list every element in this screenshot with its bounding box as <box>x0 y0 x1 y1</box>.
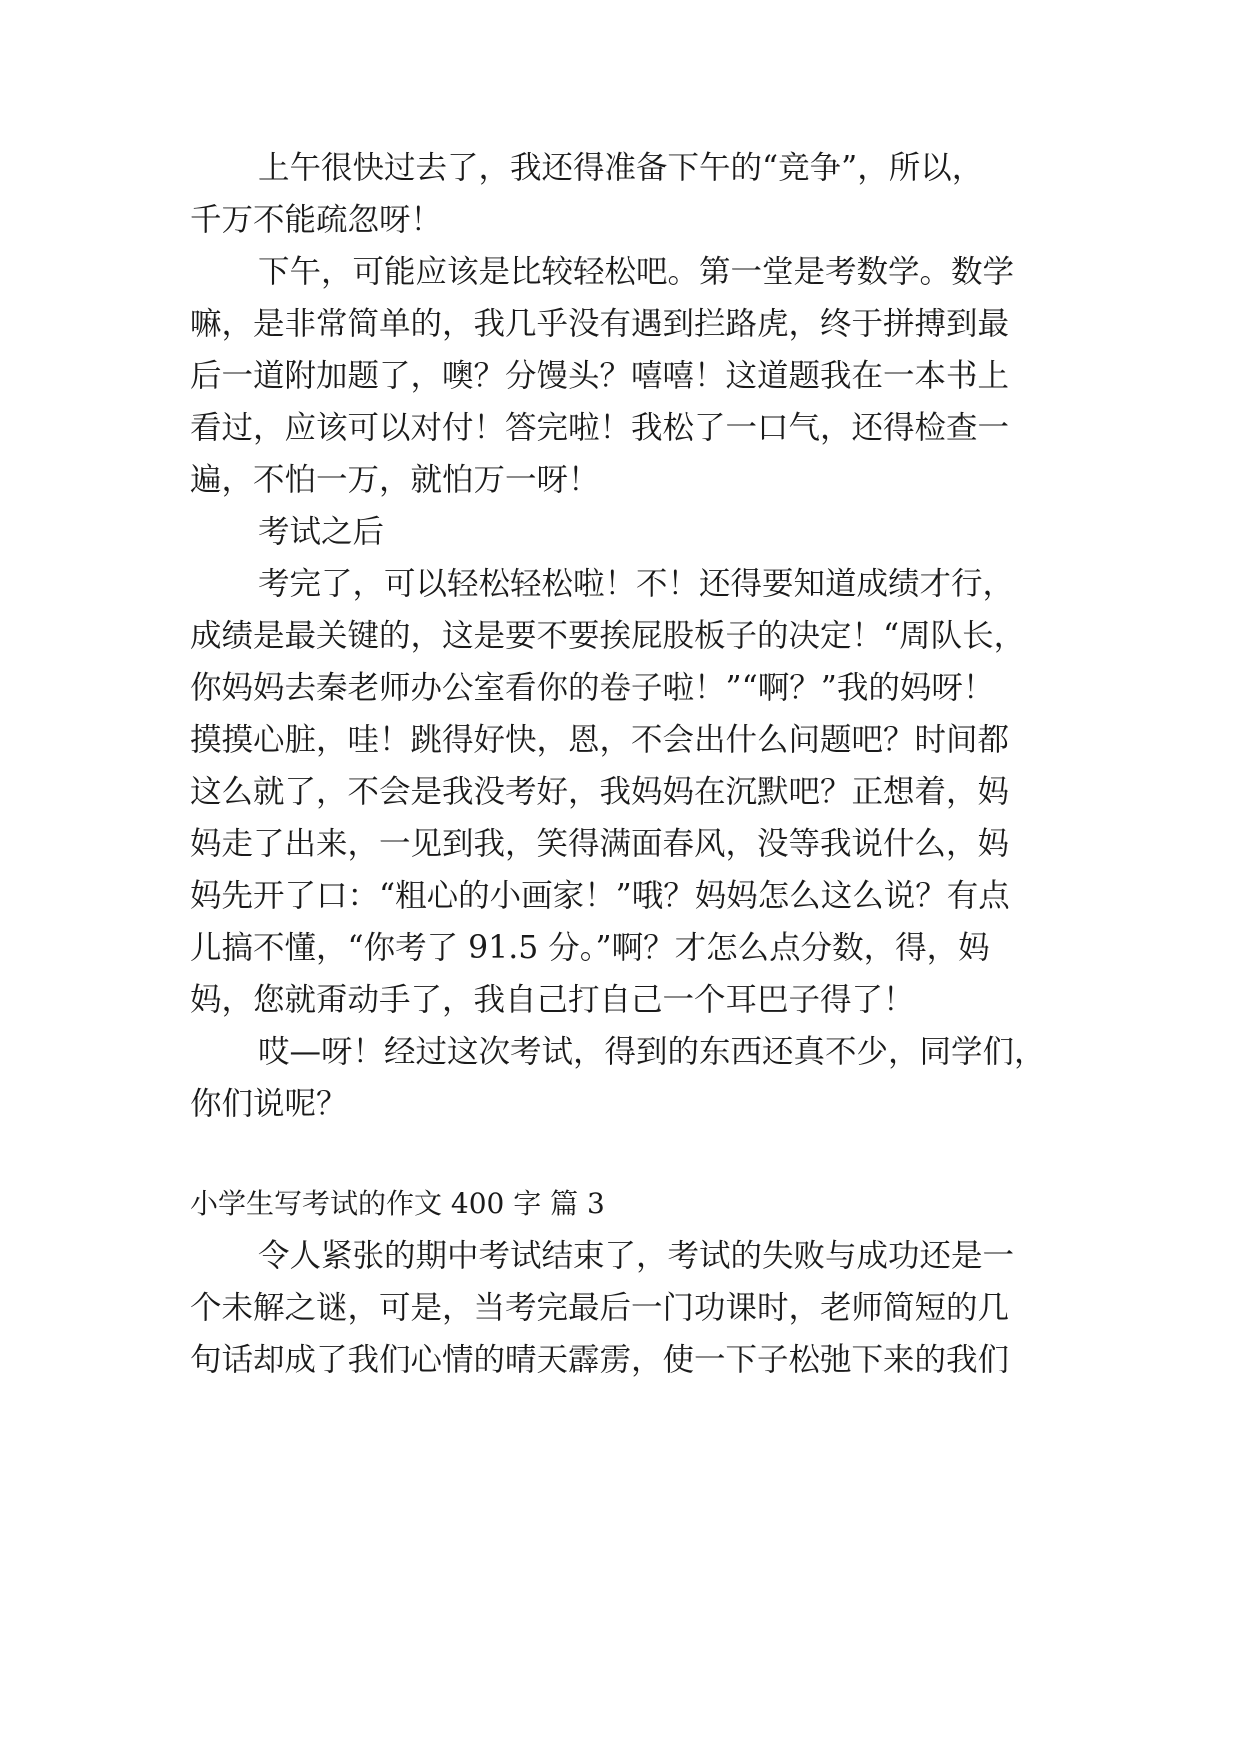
paragraph-line: 妈，您就甭动手了，我自己打自己一个耳巴子得了！ <box>190 982 915 1018</box>
paragraph-line: 句话却成了我们心情的晴天霹雳，使一下子松弛下来的我们 <box>190 1342 1010 1378</box>
paragraph-line: 上午很快过去了，我还得准备下午的“竞争”，所以， <box>258 150 984 186</box>
paragraph-line: 嘛，是非常简单的，我几乎没有遇到拦路虎，终于拼搏到最 <box>190 306 1010 342</box>
paragraph-line: 后一道附加题了，噢？分馒头？嘻嘻！这道题我在一本书上 <box>190 358 1010 394</box>
paragraph-line: 下午，可能应该是比较轻松吧。第一堂是考数学。数学 <box>258 254 1015 290</box>
paragraph-line: 你妈妈去秦老师办公室看你的卷子啦！”“啊？”我的妈呀！ <box>190 670 995 706</box>
paragraph-line: 成绩是最关键的，这是要不要挨屁股板子的决定！“周队长， <box>190 618 1026 654</box>
paragraph-line: 千万不能疏忽呀！ <box>190 202 443 238</box>
paragraph-line: 考完了，可以轻松轻松啦！不！还得要知道成绩才行， <box>258 566 1015 602</box>
section-title: 小学生写考试的作文 400 字 篇 3 <box>190 1187 605 1220</box>
paragraph-line: 个未解之谜，可是，当考完最后一门功课时，老师简短的几 <box>190 1290 1010 1326</box>
paragraph-line: 这么就了，不会是我没考好，我妈妈在沉默吧？正想着，妈 <box>190 774 1010 810</box>
paragraph-line: 你们说呢？ <box>190 1086 348 1122</box>
paragraph-line: 摸摸心脏，哇！跳得好快，恩，不会出什么问题吧？时间都 <box>190 722 1010 758</box>
paragraph-line: 遍，不怕一万，就怕万一呀！ <box>190 462 600 498</box>
paragraph-line: 儿搞不懂，“你考了 91.5 分。”啊？才怎么点分数，得，妈 <box>190 930 990 966</box>
paragraph-line: 令人紧张的期中考试结束了，考试的失败与成功还是一 <box>258 1238 1015 1274</box>
paragraph-line: 妈先开了口：“粗心的小画家！”哦？妈妈怎么这么说？有点 <box>190 878 1010 914</box>
paragraph-line: 妈走了出来，一见到我，笑得满面春风，没等我说什么，妈 <box>190 826 1010 862</box>
paragraph-line: 看过，应该可以对付！答完啦！我松了一口气，还得检查一 <box>190 410 1010 446</box>
paragraph-line: 哎—呀！经过这次考试，得到的东西还真不少，同学们， <box>258 1034 1046 1070</box>
section-subheading: 考试之后 <box>258 514 385 550</box>
